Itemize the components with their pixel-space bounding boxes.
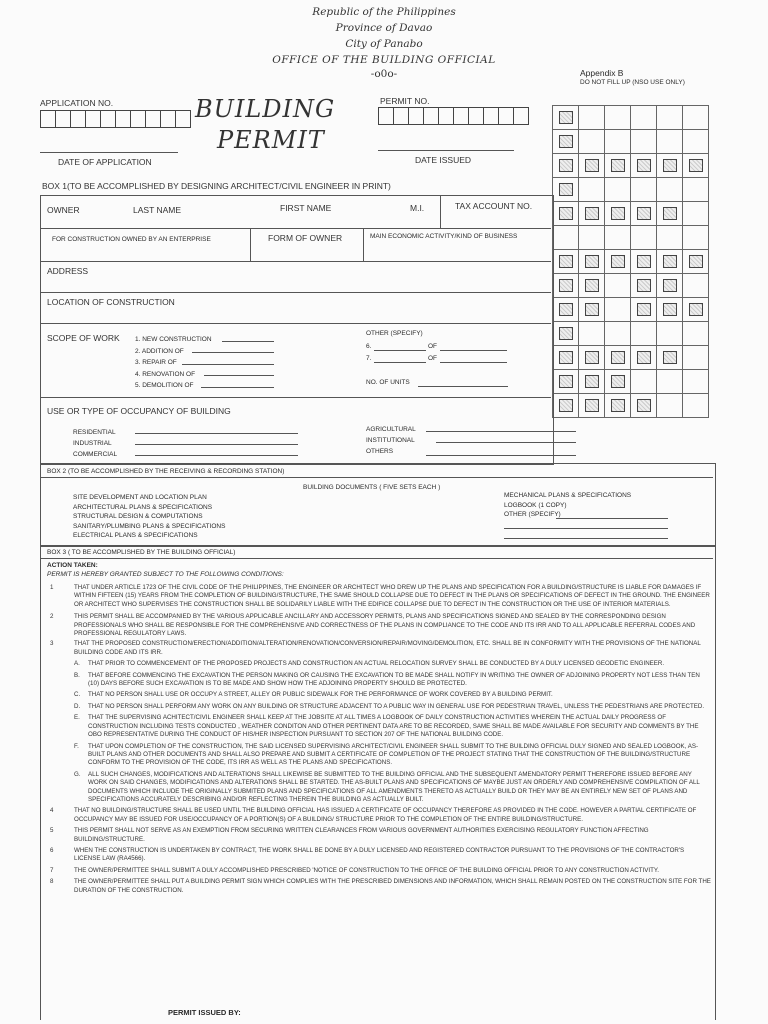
scope-item-1: 1. NEW CONSTRUCTION [135, 336, 212, 343]
condition-3: 3 THAT THE PROPOSED CONSTRUCTION/ERECTION/ADDITION/ALTERATION/RENOVATION/CONVERSION/REPAIR/MOVING/DEMOLITION, ETC. SHALL BE IN CONFORMITY WITH THE PROVISIONS OF THE NATIONAL BUILDING CODE AND ITS IRR. [50, 640, 701, 656]
granted-label: PERMIT IS HEREBY GRANTED SUBJECT TO THE FOLLOWING CONDITIONS: [47, 571, 284, 578]
occupancy-left-list [73, 427, 117, 460]
form-of-owner-label: FORM OF OWNER [268, 233, 343, 243]
header-province: Province of Davao [335, 22, 433, 34]
building-documents-title: BUILDING DOCUMENTS ( FIVE SETS EACH ) [303, 484, 441, 491]
permit-no-boxes[interactable] [378, 107, 528, 125]
header-ornament: -o0o- [370, 68, 398, 80]
condition-5: 5 THIS PERMIT SHALL NOT SERVE AS AN EXEMPTION FROM SECURING WRITTEN CLEARANCES FROM VARIOUS GOVERNMENT AUTHORITIES EXERCISING REGULATORY FUNCTION AFFECTING BUILDING/STRUCTURE. [50, 827, 649, 843]
permit-issued-by-label: PERMIT ISSUED BY: [168, 1008, 241, 1017]
condition-6: 6 WHEN THE CONSTRUCTION IS UNDERTAKEN BY CONTRACT, THE WORK SHALL BE DONE BY A DULY LICENSED AND REGISTERED CONTRACTOR PURSUANT TO THE PROVISIONS OF THE CONTRACTOR'S LICENSE LAW (RA4566). [50, 846, 685, 863]
box3-heading: BOX 3 ( TO BE ACCOMPLISHED BY THE BUILDING OFFICIAL) [47, 549, 236, 556]
occupancy-residential: RESIDENTIAL [73, 429, 116, 436]
doc-structural: STRUCTURAL DESIGN & COMPUTATIONS [73, 513, 203, 520]
date-issued-label: DATE ISSUED [415, 155, 472, 165]
action-taken-label: ACTION TAKEN: [47, 562, 98, 569]
scope-item-3: 3. REPAIR OF [135, 359, 177, 366]
owner-label: OWNER [47, 205, 80, 215]
occupancy-agricultural: AGRICULTURAL [366, 426, 416, 433]
condition-g: G. ALL SUCH CHANGES, MODIFICATIONS AND ALTERATIONS SHALL LIKEWISE BE SUBMITTED TO THE BUILDING OFFICIAL AND THE SUBSEQUENT AMENDATORY PERMIT THEREFORE ISSUED BEFORE ANY WORK ON SAID CHANGES, MODIFICATIONS AND ALTERATIONS SHALL BE STARTED. THE AS-BUILT PLANS AND SPECIFICATIONS OF MAYBE JUST AN ORDERLY AND COMPREHENSIVE COMPILATION OF ALL DOCUMENTS WHICH INCLUDE THE ORIGINALLY SUBMITED PLANS AND SPECIFICATIONS OF ALL AMENDMENTS THERETO AS ACTUALLY BUILD OR THEY MAY BE AN ENTIRELY NEW SET OF PLANS AND SPECIFICATIONS ACCURATELY DESCRIBING AND/OR REFLECTING THEREIN THE BUILDING AS ACTUALLY BUILT. [74, 770, 700, 803]
no-of-units-label: NO. OF UNITS [366, 379, 410, 386]
appendix-note: DO NOT FILL UP (NSO USE ONLY) [580, 79, 685, 86]
condition-8: 8 THE OWNER/PERMITTEE SHALL PUT A BUILDING PERMIT SIGN WHICH COMPLIES WITH THE PRESCRIBED DIMENSIONS AND INFORMATION, WHICH SHALL REMAIN POSTED ON THE CONSTRUCTION SITE FOR THE DURATION OF THE CONSTRUCTION. [50, 878, 711, 894]
other-six: 6. [366, 343, 372, 350]
box2-heading: BOX 2 (TO BE ACCOMPLISHED BY THE RECEIVING & RECORDING STATION) [47, 468, 285, 475]
occupancy-commercial: COMMERCIAL [73, 451, 118, 458]
header-office: OFFICE OF THE BUILDING OFFICIAL [272, 54, 496, 66]
header-city: City of Panabo [345, 38, 423, 50]
condition-7: 7 THE OWNER/PERMITTEE SHALL SUBMIT A DULY ACCOMPLISHED PRESCRIBED 'NOTICE OF CONSTRUCTION TO THE OFFICE OF THE BUILDING OFFICIAL PRIOR TO ANY CONSTRUCTION ACTIVITY. [50, 866, 659, 874]
doc-architectural: ARCHITECTURAL PLANS & SPECIFICATIONS [73, 503, 213, 511]
scope-item-2: 2. ADDITION OF [135, 347, 184, 355]
doc-mechanical: MECHANICAL PLANS & SPECIFICATIONS [504, 492, 632, 499]
scope-item-4: 4. RENOVATION OF [135, 370, 196, 378]
conditions-list [46, 584, 712, 895]
date-of-application-label: DATE OF APPLICATION [58, 157, 152, 167]
doc-logbook: LOGBOOK (1 COPY) [504, 501, 567, 509]
form-title-building: BUILDING [195, 95, 336, 123]
use-type-label: USE OR TYPE OF OCCUPANCY OF BUILDING [47, 406, 231, 416]
scope-items [135, 334, 212, 392]
location-label: LOCATION OF CONSTRUCTION [47, 297, 175, 307]
scope-of-work-label: SCOPE OF WORK [47, 333, 120, 343]
documents-left-list [73, 493, 225, 541]
doc-site-development: SITE DEVELOPMENT AND LOCATION PLAN [73, 494, 207, 501]
other-specify-label: OTHER (SPECIFY) [366, 330, 423, 337]
condition-e: E. THAT THE SUPERVISING ACHITECT/CIVIL ENGINEER SHALL KEEP AT THE JOBSITE AT ALL TIMES A LOGBOOK OF DAILY CONSTRUCTION ACTIVITIES WHEREIN THE ACTUAL DAILY PROGRESS OF CONSTRUCTION INCLUDING TESTS CONDUCTED , WEATHER CONDITON AND OTHER PERTINENT DATA ARE TO BE RECORDED, SAME SHALL BE MADE AVAILABLE FOR SECURITY AND COMMENTS BY THE OBO REPRESENTATIVE DURING THE CONDUCT OF HIS/HER INSPECTION PURSUANT TO SECTION 207 OF THE NATIONAL BUILDING CODE. [74, 714, 699, 739]
form-title-permit: PERMIT [217, 126, 325, 154]
occupancy-industrial: INDUSTRIAL [73, 440, 112, 447]
first-name-label: FIRST NAME [280, 203, 332, 213]
main-activity-label: MAIN ECONOMIC ACTIVITY/KIND OF BUSINESS [370, 233, 518, 240]
address-label: ADDRESS [47, 266, 89, 276]
application-no-label: APPLICATION NO. [40, 98, 114, 108]
nso-use-grid [552, 105, 709, 418]
scope-item-5: 5. DEMOLITION OF [135, 382, 194, 389]
condition-c: C. THAT NO PERSON SHALL USE OR OCCUPY A STREET, ALLEY OR PUBLIC SIDEWALK FOR THE PERFORMANCE OF WORK COVERED BY A BUILDING PERMIT. [74, 691, 553, 699]
other-seven-of: OF [428, 355, 438, 362]
condition-d: D. THAT NO PERSON SHALL PERFORM ANY WORK ON ANY BUILDING OR STRUCTURE ADJACENT TO A PUBLIC WAY IN GENERAL USE FOR PEDESTRIAN TRAVEL, UNLESS THE PEDESTRIANS ARE PROTECTED. [74, 702, 705, 710]
box1-heading: BOX 1(TO BE ACCOMPLISHED BY DESIGNING ARCHITECT/CIVIL ENGINEER IN PRINT) [42, 181, 391, 191]
appendix-title: Appendix B [580, 68, 624, 78]
occupancy-institutional: INSTITUTIONAL [366, 437, 415, 444]
condition-1: 1 THAT UNDER ARTICLE 1723 OF THE CIVIL CODE OF THE PHILIPPINES, THE ENGINEER OR ARCHITECT WHO DREW UP THE PLANS AND SPECIFICATION FOR A BUILDING/STRUCTURE IS LIABLE FOR DAMAGES IF WITHIN FIFTEEN (15) YEARS FROM THE COMPLETION OF BUILDING/STRUCTURE, THE SAME SHOULD COLLAPSE DUE TO DEFECT IN THE PLANS OR SPECIFICATIONS OF DEFECT IN THE GROUND. THE ENGINEER OR ARCHITECT WHO SUPERVISES THE CONSTRUCTION SHALL BE SOLIDARILY LIABLE WITH THE EDIFICE COLLAPSE DUE TO DEFECT IN THE CONSTRUCTION OR THE USE OF INTERIOR MATERIALS. [50, 584, 710, 608]
permit-no-label: PERMIT NO. [380, 96, 430, 106]
other-seven: 7. [366, 355, 372, 362]
occupancy-right-list [366, 424, 416, 457]
header-republic: Republic of the Philippines [312, 6, 456, 18]
condition-b: B. THAT BEFORE COMMENCING THE EXCAVATION THE PERSON MAKING OR CAUSING THE EXCAVATION TO BE MADE SHALL NOTIFY IN WRITING THE OWNER OF ADJOINING PROPERTY NOT LESS THAN TEN (10) DAYS BEFORE SUCH EXCAVATION IS TO BE MADE AND SHOW HOW THE ADJOINING PROPERTY SHOULD BE PROTECTED. [74, 671, 700, 688]
documents-right-list [504, 491, 631, 520]
doc-electrical: ELECTRICAL PLANS & SPECIFICATIONS [73, 532, 198, 539]
condition-4: 4 THAT NO BUILDING/STRUCTURE SHALL BE USED UNTIL THE BUILDING OFFICIAL HAS ISSUED A CERTIFICATE OF OCCUPANCY THEREFORE AS PROVIDED IN THE CODE. HOWEVER A PARTIAL CERTIFICATE OF OCCUPANCY MAY BE ISSUED FOR USE/OCCUPANCY OF A PORTION(S) OF A BUILDING/ STRUCTURE PRIOR TO THE COMPLETION OF THE ENTIRE BUILDING/STRUCTURE. [50, 807, 697, 823]
last-name-label: LAST NAME [133, 205, 182, 215]
application-no-boxes[interactable] [40, 110, 190, 128]
condition-2: 2 THIS PERMIT SHALL BE ACCOMPANIED BY THE VARIOUS APPLICABLE ANCILLARY AND ACCESSORY PERMITS, PLANS AND SPECIFICATIONS SIGNED AND SEALED BY THE CORRESPONDING DESIGN PROFESSIONALS WHO SHALL BE RESPONSIBLE FOR THE COMPREHENSIVE AND CORRECTNESS OF THE PLANS IN COMPLIANCE TO THE CODE AND ITS IRR AND TO ALL APPLICABLE REFERRAL CODES AND PROFESSIONAL REGULATORY LAWS. [50, 613, 696, 638]
doc-sanitary: SANITARY/PLUMBING PLANS & SPECIFICATIONS [73, 522, 226, 530]
tax-account-label: TAX ACCOUNT NO. [455, 201, 533, 211]
condition-a: A. THAT PRIOR TO COMMENCEMENT OF THE PROPOSED PROJECTS AND CONSTRUCTION AN ACTUAL RELOCATION SURVEY SHALL BE CONDUCTED BY A DULY LICENSED GEODETIC ENGINEER. [74, 660, 665, 668]
other-six-of: OF [428, 343, 438, 350]
doc-other-specify: OTHER (SPECIFY) [504, 511, 561, 518]
mi-label: M.I. [410, 203, 425, 213]
enterprise-label: FOR CONSTRUCTION OWNED BY AN ENTERPRISE [52, 236, 211, 243]
condition-f: F. THAT UPON COMPLETION OF THE CONSTRUCTION, THE SAID LICENSED SUPERVISING ARCHITECT/CIVIL ENGINEER SHALL SUBMIT TO THE BUILDING OFFICIAL DULY SIGNED AND SEALED LOGBOOK, AS-BUILT PLANS AND OTHER DOCUMENTS AND SHALL ALSO PREPARE AND SUBMIT A CERTIFICATE OF COMPLETION OF THE PROJECT STATING THAT THE CONSTRUCTION OF THE BUILDING/STRUCTURE CONFORM TO THE PROVISION OF THE CODE, ITS IRR AS WELL AS THE PLANS AND SPECIFICATIONS. [74, 742, 699, 767]
occupancy-others: OTHERS [366, 448, 394, 455]
